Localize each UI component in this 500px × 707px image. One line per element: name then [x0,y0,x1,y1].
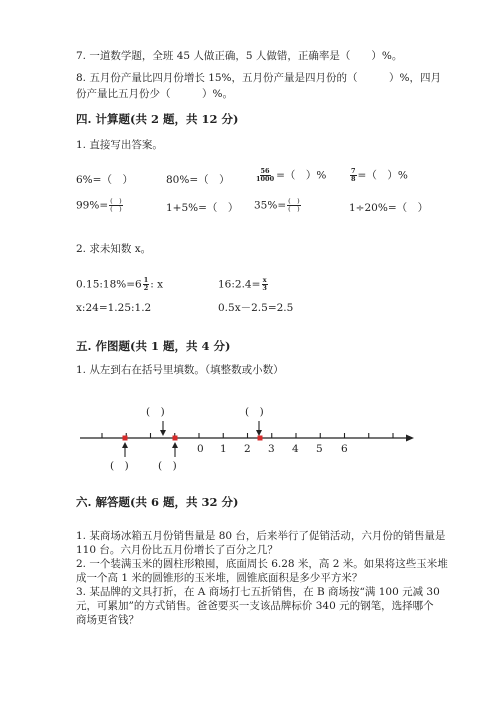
question-8-line2: 份产量比五月份少（ ）%。 [76,88,233,100]
blank-above-2: ( ) [245,406,264,418]
fraction-numerator: ( ) [288,197,300,205]
section-4-q1-title: 1. 直接写出答案。 [76,139,163,151]
fraction-tail: =（ ）% [357,169,408,182]
tick-label-1: 1 [220,443,227,455]
question-7: 7. 一道数学题，全班 45 人做正确，5 人做错，正确率是（ ）%。 [76,50,403,62]
tick-label-2: 2 [244,443,251,455]
section-5-q1: 1. 从左到右在括号里填数。（填整数或小数） [76,364,284,376]
blank-below-1: ( ) [110,460,129,472]
fraction-denominator: 3 [262,284,267,292]
blank-above-1: ( ) [146,406,165,418]
problem-line: 3. 某品牌的文具打折，在 A 商场打七五折销售，在 B 商场按“满 100 元减 30 [76,586,440,598]
fraction-tail: =（ ）% [276,169,327,182]
fraction-denominator: ( ) [288,205,300,213]
problem-line: 元，可累加”的方式销售。爸爸要买一支该品牌标价 340 元的钢笔，选择哪个 [76,600,434,612]
tick-label-0: 0 [197,443,204,455]
fraction-denominator: 2 [143,284,149,292]
fraction-denominator: 1000 [256,175,275,183]
calc-1-div-20-percent: 1÷20%=（ ） [349,202,429,214]
up-arrow-icon [172,442,178,457]
section-5-title: 五. 作图题(共 1 题，共 4 分) [76,339,231,353]
red-point-c [258,436,263,441]
fraction-numerator: 7 [351,167,356,175]
calc-head: 35%= [254,199,287,212]
question-8-line1: 8. 五月份产量比四月份增长 15%，五月份产量是四月份的（ ）%，四月 [76,72,442,84]
problem-line: 110 台。六月份比五月份增长了百分之几？ [76,544,278,556]
fraction-numerator: x [262,276,267,284]
tick-label-3: 3 [268,443,275,455]
equation-tail: : x [150,278,164,291]
fraction-denominator: 8 [351,175,356,183]
section-6-title: 六. 解答题(共 6 题，共 32 分) [76,495,239,509]
calc-1-plus-5-percent: 1+5%=（ ） [166,202,239,214]
problem-line: 1. 某商场冰箱五月份销售量是 80 台，后来举行了促销活动，六月份的销售量是 [76,530,446,542]
problem-line: 商场更省钱？ [76,614,139,626]
calc-head: 99%= [76,199,109,212]
tick-label-5: 5 [316,443,323,455]
problem-line: 成一个高 1 米的圆锥形的玉米堆，圆锥底面积是多少平方米？ [76,572,363,584]
calc-6-percent: 6%=（ ） [76,174,133,186]
fraction-numerator: 56 [260,167,270,175]
calc-80-percent: 80%=（ ） [166,174,230,186]
equation-head: 0.15:18%=6 [76,278,142,291]
equation-head: 16:2.4= [218,278,261,291]
fraction-numerator: ( ) [110,197,122,205]
equation-3: x:24=1.25:1.2 [76,302,152,314]
equation-4: 0.5x－2.5=2.5 [218,302,294,314]
tick-label-4: 4 [292,443,299,455]
red-point-a [123,436,128,441]
fraction-denominator: ( ) [110,205,122,213]
down-arrow-icon [160,421,166,436]
section-4-title: 四. 计算题(共 2 题，共 12 分) [76,112,239,126]
up-arrow-icon [122,442,128,457]
problem-line: 2. 一个装满玉米的圆柱形粮囤，底面周长 6.28 米，高 2 米。如果将这些玉米堆 [76,558,448,570]
tick-marks [102,433,393,438]
section-4-q2-title: 2. 求未知数 x。 [76,243,152,255]
down-arrow-icon [256,421,262,436]
red-point-b [173,436,178,441]
blank-below-2: ( ) [158,460,177,472]
tick-label-6: 6 [341,443,348,455]
number-line-arrow-head [406,435,414,442]
fraction-numerator: 1 [143,276,149,284]
